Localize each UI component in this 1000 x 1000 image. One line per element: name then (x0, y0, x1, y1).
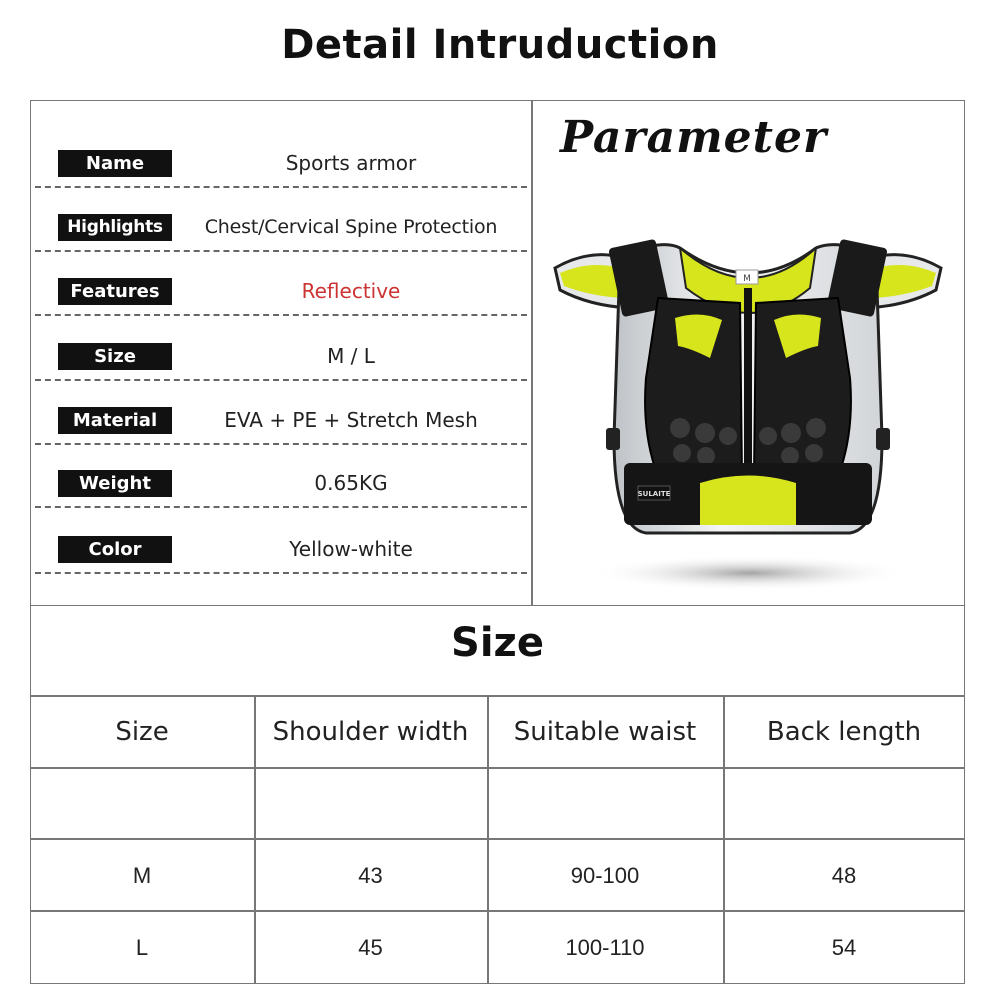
table-cell: M (132, 863, 152, 888)
page-title: Detail Intruduction (281, 22, 719, 68)
table-cell: 90-100 (570, 863, 640, 888)
param-value: Yellow-white (289, 537, 413, 561)
table-rule (30, 838, 965, 840)
column-header: Size (115, 717, 169, 747)
column-header: Suitable waist (513, 717, 697, 747)
param-label: Name (58, 150, 172, 177)
dashed-divider (35, 506, 527, 508)
armor-vest-image (550, 228, 946, 598)
param-value: 0.65KG (314, 471, 388, 495)
column-header: Back length (766, 717, 922, 747)
param-label: Features (58, 278, 172, 305)
param-row-features (35, 252, 527, 316)
table-cell: 45 (358, 935, 383, 960)
param-label: Weight (58, 470, 172, 497)
parameter-heading: Parameter (560, 112, 828, 163)
table-rule (30, 910, 965, 912)
param-label: Highlights (58, 214, 172, 241)
param-row-color (35, 510, 527, 574)
table-rule (30, 767, 965, 769)
size-heading: Size (451, 620, 544, 666)
param-label: Material (58, 407, 172, 434)
param-value: M / L (327, 344, 375, 368)
param-label: Color (58, 536, 172, 563)
param-row-size (35, 317, 527, 381)
param-row-highlights (35, 188, 527, 252)
param-row-weight (35, 444, 527, 508)
dashed-divider (35, 572, 527, 574)
brand-tag: SULAITE (637, 490, 671, 498)
param-label: Size (58, 343, 172, 370)
param-row-material (35, 381, 527, 445)
param-value-highlight: Reflective (301, 279, 401, 303)
param-value: EVA + PE + Stretch Mesh (224, 408, 478, 432)
dashed-divider (35, 314, 527, 316)
size-tag: M (743, 274, 751, 284)
size-table (30, 695, 965, 984)
table-cell: 43 (358, 863, 383, 888)
param-row-name (35, 124, 527, 188)
table-rule (30, 695, 965, 697)
panel-divider (531, 100, 533, 606)
param-value: Chest/Cervical Spine Protection (204, 216, 498, 238)
table-cell: 54 (831, 935, 857, 960)
param-value: Sports armor (285, 151, 417, 175)
column-header: Shoulder width (272, 717, 469, 747)
table-cell: 48 (831, 863, 857, 888)
table-cell: 100-110 (565, 935, 645, 960)
table-cell: L (135, 935, 149, 960)
